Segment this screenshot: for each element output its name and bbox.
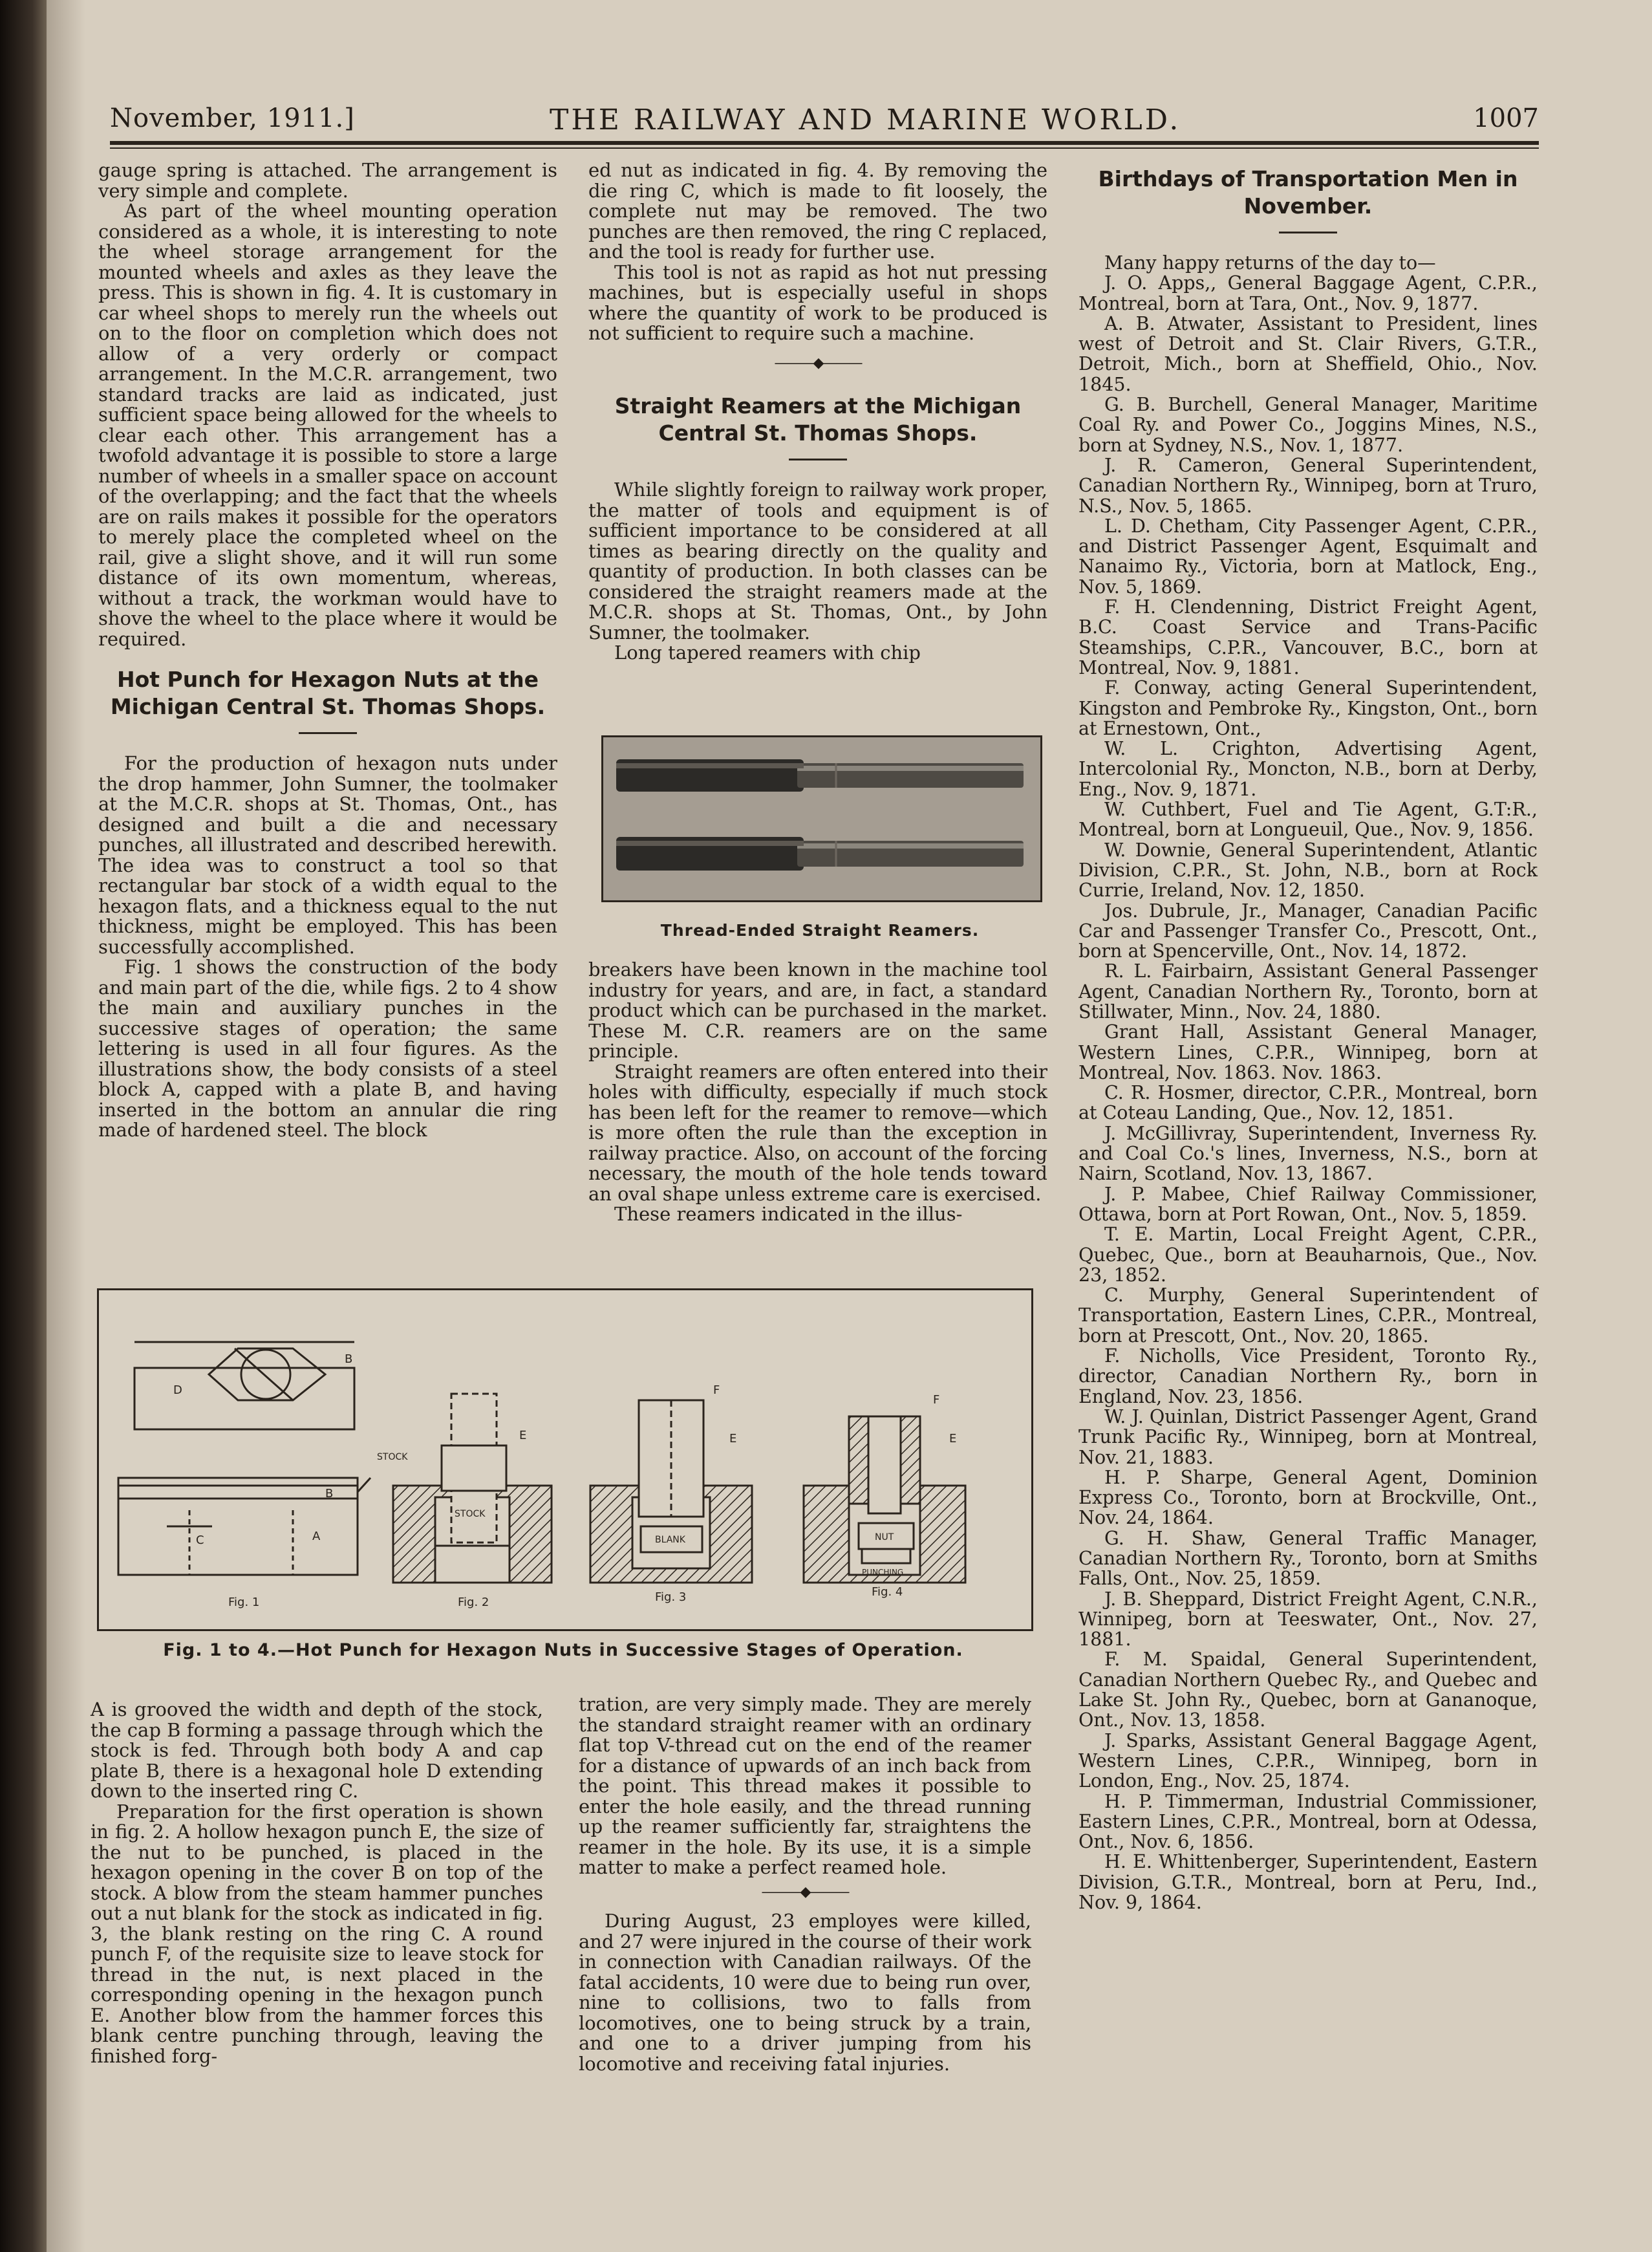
birthday-entry: W. Cuthbert, Fuel and Tie Agent, G.T:R., Montreal, born at Longueuil, Que., Nov. 9, 1856. <box>1078 799 1538 841</box>
birthday-entry: J. Sparks, Assistant General Baggage Agent, Western Lines, C.P.R., Winnipeg, born in London, Eng., Nov. 25, 1874. <box>1078 1729 1538 1792</box>
label-fig3: Fig. 3 <box>655 1590 687 1604</box>
birthday-entry: Grant Hall, Assistant General Manager, Western Lines, C.P.R., Winnipeg, born at Montreal, Nov. 1863. Nov. 1863. <box>1078 1021 1538 1083</box>
paragraph: Straight reamers are often entered into their holes with difficulty, especially if much stock has been left for the reamer to remove—which is more often the rule than the exception in railway practice. Also, on account of the forcing necessary, the mouth of the hole tends toward an oval shape unless extreme care is exercised. <box>588 1060 1047 1205</box>
birthday-entry: H. P. Timmerman, Industrial Commissioner, Eastern Lines, C.P.R., Montreal, born at Odessa, Ont., Nov. 6, 1856. <box>1078 1790 1538 1853</box>
birthday-entry: L. D. Chetham, City Passenger Agent, C.P.R., and District Passenger Agent, Esquimalt and Nanaimo Ry., Victoria, born at Matlock, Eng., Nov. 5, 1869. <box>1078 515 1538 598</box>
birthday-entry: W. J. Quinlan, District Passenger Agent, Grand Trunk Pacific Ry., Winnipeg, born at Montreal, Nov. 21, 1883. <box>1078 1405 1538 1468</box>
column-2-middle <box>588 960 1047 1225</box>
column-2-lower <box>579 1694 1031 2074</box>
section-heading-birthdays: Birthdays of Transportation Men in November. <box>1098 166 1518 219</box>
birthday-entry: Jos. Dubrule, Jr., Manager, Canadian Pacific Car and Passenger Transfer Co., Prescott, Ont., born at Spencerville, Ont., Nov. 14, 1872. <box>1078 900 1538 962</box>
paragraph: gauge spring is attached. The arrangement is very simple and complete. <box>98 159 557 202</box>
birthday-entry: J. B. Sheppard, District Freight Agent, C.N.R., Winnipeg, born at Teeswater, Ont., Nov. 27, 1881. <box>1078 1588 1538 1651</box>
reamer-caption: Thread-Ended Straight Reamers. <box>660 921 980 940</box>
label-f-fig4: F <box>933 1393 940 1407</box>
birthday-entry: J. McGillivray, Superintendent, Inverness Ry. and Coal Co.'s lines, Inverness, N.S., born at Nairn, Scotland, Nov. 13, 1867. <box>1078 1122 1538 1185</box>
paragraph: For the production of hexagon nuts under the drop hammer, John Sumner, the toolmaker at the M.C.R. shops at St. Thomas, Ont., has designed and built a die and necessary punches, all illustrated and described herewith. The idea was to construct a tool so that rectangular bar stock of a width equal to the hexagon flats, and a thickness equal to the nut thickness, might be employed. This has been successfully accomplished. <box>98 752 557 958</box>
column-2-upper <box>588 160 1047 664</box>
birthday-entry: T. E. Martin, Local Freight Agent, C.P.R., Quebec, Que., born at Beauharnois, Que., Nov. 23, 1852. <box>1078 1224 1538 1286</box>
paragraph: A is grooved the width and depth of the stock, the cap B forming a passage through which the stock is fed. Through both body A and cap plate B, there is a hexagonal hole D extending down to the inserted ring C. <box>91 1698 543 1802</box>
column-3-birthdays <box>1078 166 1538 1912</box>
heading-rule <box>1279 232 1337 233</box>
paragraph: Preparation for the first operation is shown in fig. 2. A hollow hexagon punch E, the size of the nut to be punched, is placed in the hexagon opening in the cover B on top of the stock. A blow from the steam hammer punches out a nut blank for the stock as indicated in fig. 3, the blank resting on the ring C. A round punch F, of the requisite size to leave stock for thread in the nut, is next placed in the corresponding opening in the hexagon punch E. Another blow from the hammer forces this blank centre punching through, leaving the finished forg- <box>91 1800 543 2067</box>
birthday-entry: F. H. Clendenning, District Freight Agent, B.C. Coast Service and Trans-Pacific Steamships, C.P.R., Vancouver, B.C., born at Montreal, Nov. 9, 1881. <box>1078 596 1538 678</box>
birthday-entry: C. Murphy, General Superintendent of Transportation, Eastern Lines, C.P.R., Montreal, born at Prescott, Ont., Nov. 20, 1865. <box>1078 1284 1538 1347</box>
birthday-entry: H. P. Sharpe, General Agent, Dominion Express Co., Toronto, born at Brockville, Ont., Nov. 24, 1864. <box>1078 1466 1538 1529</box>
label-d: D <box>173 1383 182 1397</box>
label-blank: BLANK <box>655 1535 685 1545</box>
header-rule <box>110 141 1539 145</box>
paragraph: breakers have been known in the machine tool industry for years, and are, in fact, a standard product which can be purchased in the market. These M. C.R. reamers are on the same principle. <box>588 958 1047 1062</box>
birthday-entry: J. O. Apps,, General Baggage Agent, C.P.R., Montreal, born at Tara, Ont., Nov. 9, 1877. <box>1078 272 1538 314</box>
fig2-drawing <box>393 1394 552 1583</box>
column-1-upper <box>98 160 557 1141</box>
section-separator: ———◆——— <box>761 1883 849 1900</box>
hot-punch-drawings <box>99 1290 1031 1629</box>
reamer-upper <box>616 759 1024 792</box>
birthday-entry: H. E. Whittenberger, Superintendent, Eastern Division, G.T.R., Montreal, born at Peru, Ind., Nov. 9, 1864. <box>1078 1851 1538 1914</box>
label-e-fig4: E <box>949 1432 957 1445</box>
heading-rule <box>299 732 357 734</box>
paragraph: ed nut as indicated in fig. 4. By removing the die ring C, which is made to fit loosely, the complete nut may be removed. The two punches are then removed, the ring C replaced, and the tool is ready for further use. <box>588 159 1047 263</box>
birthday-entry: F. M. Spaidal, General Superintendent, Canadian Northern Quebec Ry., and Quebec and Lake St. John Ry., Quebec, born at Gananoque, Ont., Nov. 13, 1858. <box>1078 1649 1538 1731</box>
paragraph: While slightly foreign to railway work proper, the matter of tools and equipment is of sufficient importance to be considered at all times as bearing directly on the quality and quantity of production. In both classes can be considered the straight reamers made at the M.C.R. shops at St. Thomas, Ont., by John Sumner, the toolmaker. <box>588 479 1047 644</box>
birthday-entry: F. Nicholls, Vice President, Toronto Ry., director, Canadian Northern Ry., born in England, Nov. 23, 1856. <box>1078 1345 1538 1407</box>
paragraph: These reamers indicated in the illus- <box>614 1203 963 1225</box>
birthday-entry: R. L. Fairbairn, Assistant General Passenger Agent, Canadian Northern Ry., Toronto, born at Stillwater, Minn., Nov. 24, 1880. <box>1078 960 1538 1023</box>
running-header <box>110 103 1539 136</box>
issue-date: November, 1911.] <box>110 103 355 133</box>
label-f-fig3: F <box>713 1383 720 1397</box>
label-b2: B <box>325 1487 334 1500</box>
journal-title: THE RAILWAY AND MARINE WORLD. <box>550 103 1181 136</box>
reamer-photograph <box>601 735 1042 902</box>
page-number: 1007 <box>1473 103 1539 133</box>
birthday-entry: J. R. Cameron, General Superintendent, Canadian Northern Ry., Winnipeg, born at Truro, N.S., Nov. 5, 1865. <box>1078 454 1538 517</box>
header-rule-thin <box>110 147 1539 149</box>
hot-punch-figure <box>97 1288 1033 1631</box>
label-punching: PUNCHING <box>862 1568 904 1577</box>
reamer-lower <box>616 837 1024 871</box>
paragraph: tration, are very simply made. They are merely the standard straight reamer with an ordinary flat top V-thread cut on the end of the reamer for a distance of upwards of an inch back from the point. This thread makes it possible to enter the hole easily, and the thread running up the reamer sufficiently far, straightens the reamer in the hole. By its use, it is a simple matter to make a perfect reamed hole. <box>579 1693 1031 1878</box>
label-nut: NUT <box>875 1532 894 1543</box>
label-a: A <box>312 1530 321 1543</box>
label-c: C <box>196 1533 204 1547</box>
label-e-fig3: E <box>729 1432 737 1445</box>
paragraph: This tool is not as rapid as hot nut pressing machines, but is especially useful in shops where the quantity of work to be produced is not sufficient to require such a machine. <box>588 261 1047 344</box>
column-1-lower <box>91 1700 543 2066</box>
label-b: B <box>345 1352 353 1366</box>
heading-rule <box>789 459 847 460</box>
birthday-entry: W. Downie, General Superintendent, Atlantic Division, C.P.R., St. John, N.B., born at Rock Currie, Ireland, Nov. 12, 1850. <box>1078 839 1538 902</box>
book-gutter <box>0 0 47 2252</box>
birthday-entry: W. L. Crighton, Advertising Agent, Intercolonial Ry., Moncton, N.B., born at Derby, Eng., Nov. 9, 1871. <box>1078 738 1538 800</box>
fig1-drawing <box>118 1342 370 1575</box>
birthday-entry: C. R. Hosmer, director, C.P.R., Montreal, born at Coteau Landing, Que., Nov. 12, 1851. <box>1078 1082 1538 1124</box>
label-stock-fig1: STOCK <box>377 1452 408 1462</box>
paragraph: Long tapered reamers with chip <box>614 642 921 664</box>
label-fig4: Fig. 4 <box>872 1585 903 1599</box>
birthday-entry: G. B. Burchell, General Manager, Maritime Coal Ry. and Power Co., Joggins Mines, N.S., born at Sydney, N.S., Nov. 1, 1877. <box>1078 394 1538 456</box>
hot-punch-caption: Fig. 1 to 4.—Hot Punch for Hexagon Nuts in Successive Stages of Operation. <box>163 1640 963 1660</box>
section-separator: ———◆——— <box>774 354 862 371</box>
label-e-fig2: E <box>519 1429 527 1442</box>
birthday-entry: G. H. Shaw, General Traffic Manager, Canadian Northern Ry., Toronto, born at Smiths Falls, Ont., Nov. 25, 1859. <box>1078 1527 1538 1590</box>
birthday-intro: Many happy returns of the day to— <box>1104 252 1436 274</box>
paragraph: Fig. 1 shows the construction of the body and main part of the die, while figs. 2 to 4 show the main and auxiliary punches in the successive stages of operation; the same lettering is used in all four figures. As the illustrations show, the body consists of a steel block A, capped with a plate B, and having inserted in the bottom an annular die ring made of hardened steel. The block <box>98 956 557 1141</box>
section-heading-reamers: Straight Reamers at the Michigan Central St. Thomas Shops. <box>614 393 1022 446</box>
fig4-drawing <box>804 1416 965 1583</box>
fig3-drawing <box>590 1400 752 1583</box>
section-heading-hot-punch: Hot Punch for Hexagon Nuts at the Michigan Central St. Thomas Shops. <box>110 667 546 719</box>
label-fig2: Fig. 2 <box>458 1596 489 1609</box>
label-fig1: Fig. 1 <box>228 1596 260 1609</box>
birthday-entry: F. Conway, acting General Superintendent, Kingston and Pembroke Ry., Kingston, Ont., born at Ernestown, Ont., <box>1078 677 1538 739</box>
paragraph: During August, 23 employes were killed, and 27 were injured in the course of their work in connection with Canadian railways. Of the fatal accidents, 10 were due to being run over, nine to collisions, two to falls from locomotives, one to being struck by a train, and one to a driver jumping from his locomotive and receiving fatal injuries. <box>579 1910 1031 2075</box>
label-stock-fig2: STOCK <box>455 1509 486 1519</box>
paragraph: As part of the wheel mounting operation considered as a whole, it is interesting to note the wheel storage arrangement for the mounted wheels and axles as they leave the press. This is shown in fig. 4. It is customary in car wheel shops to merely run the wheels out on to the floor on completion which does not allow of a very orderly or compact arrangement. In the M.C.R. arrangement, two standard tracks are laid as indicated, just sufficient space being allowed for the wheels to clear each other. This arrangement has a twofold advantage it is possible to store a large number of wheels in a smaller space on account of the overlapping; and the fact that the wheels are on rails makes it possible for the operators to merely place the completed wheel on the rail, give a slight shove, and it will run some distance of its own momentum, whereas, without a track, the workman would have to shove the wheel to the place where it would be required. <box>98 200 557 650</box>
reamer-image <box>603 737 1040 900</box>
birthday-entry: J. P. Mabee, Chief Railway Commissioner, Ottawa, born at Port Rowan, Ont., Nov. 5, 1859. <box>1078 1183 1538 1225</box>
birthday-entry: A. B. Atwater, Assistant to President, lines west of Detroit and St. Clair Rivers, G.T.R., Detroit, Mich., born at Sheffield, Ohio., Nov. 1845. <box>1078 312 1538 395</box>
